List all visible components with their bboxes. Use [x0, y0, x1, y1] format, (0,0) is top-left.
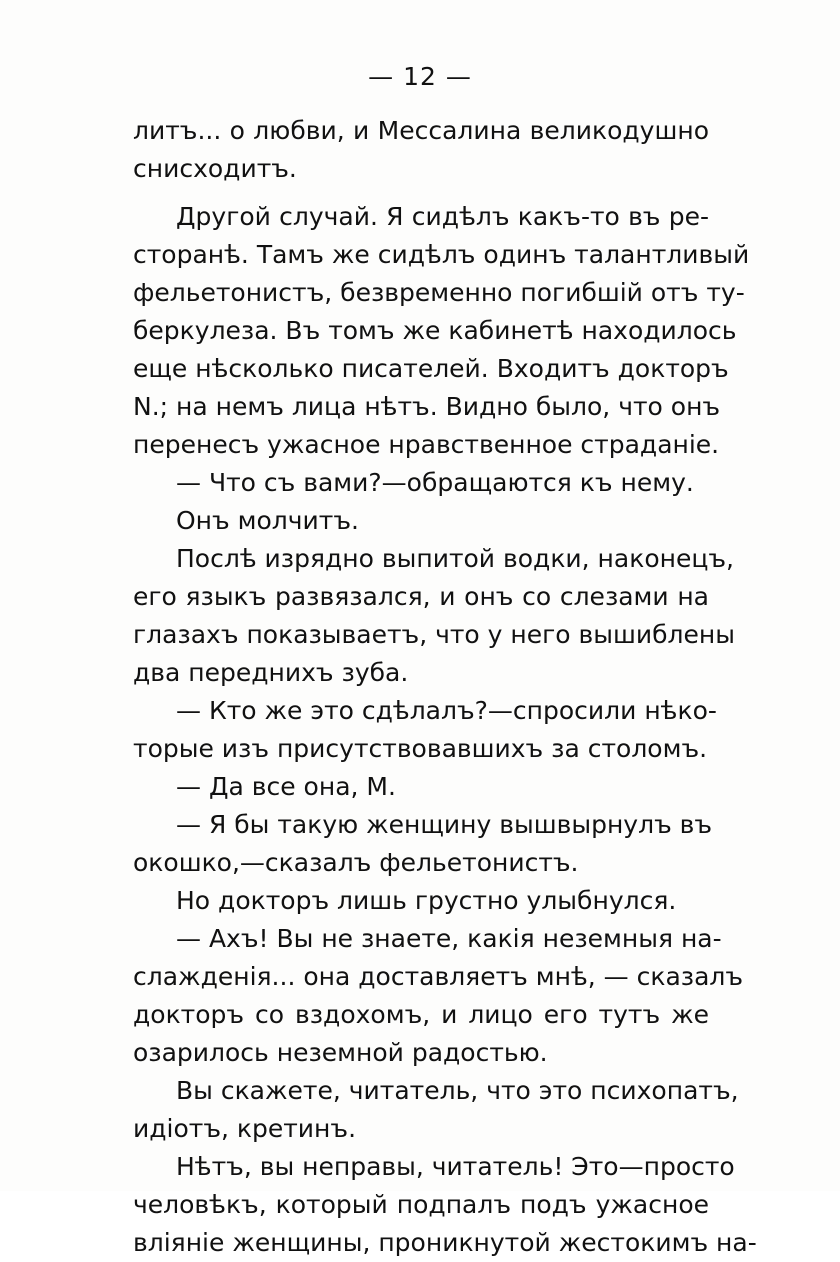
text-line: — Что съ вами?—обращаются къ нему. — [176, 468, 694, 497]
text-line: перенесъ ужасное нравственное страданіе. — [133, 430, 720, 459]
text-line: идіотъ, кретинъ. — [133, 1114, 357, 1143]
text-line: докторъ со вздохомъ, и лицо его тутъ же — [133, 1000, 709, 1029]
text-line: сторанѣ. Тамъ же сидѣлъ одинъ талантливый — [133, 240, 750, 269]
text-line: его языкъ развязался, и онъ со слезами на — [133, 582, 709, 611]
text-line: торые изъ присутствовавшихъ за столомъ. — [133, 734, 708, 763]
text-line: Послѣ изрядно выпитой водки, наконецъ, — [176, 544, 734, 573]
text-line: N.; на немъ лица нѣтъ. Видно было, что онъ — [133, 392, 721, 421]
text-line: Нѣтъ, вы неправы, читатель! Это—просто — [176, 1152, 735, 1181]
text-line: еще нѣсколько писателей. Входитъ докторъ — [133, 354, 729, 383]
text-line: глазахъ показываетъ, что у него вышиблены — [133, 620, 735, 649]
text-line: слажденія... она доставляетъ мнѣ, — сказалъ — [133, 962, 744, 991]
text-line: окошко,—сказалъ фельетонистъ. — [133, 848, 579, 877]
text-line: Онъ молчитъ. — [176, 506, 359, 535]
text-line: литъ... о любви, и Мессалина великодушно — [133, 116, 709, 145]
text-line: Но докторъ лишь грустно улыбнулся. — [176, 886, 677, 915]
text-line: фельетонистъ, безвременно погибшій отъ ту- — [133, 278, 745, 307]
text-line: — Да все она, М. — [176, 772, 396, 801]
page-body-text — [133, 112, 757, 1262]
text-line: два переднихъ зуба. — [133, 658, 409, 687]
text-line: беркулеза. Въ томъ же кабинетѣ находилось — [133, 316, 737, 345]
text-line: озарилось неземной радостью. — [133, 1038, 548, 1067]
text-line: — Кто же это сдѣлалъ?—спросили нѣко- — [176, 696, 717, 725]
text-line: Другой случай. Я сидѣлъ какъ-то въ ре- — [176, 202, 709, 231]
text-line: человѣкъ, который подпалъ подъ ужасное — [133, 1190, 709, 1219]
text-line: — Я бы такую женщину вышвырнулъ въ — [176, 810, 713, 839]
text-line: снисходитъ. — [133, 154, 297, 183]
text-line: — Ахъ! Вы не знаете, какія неземныя на- — [176, 924, 722, 953]
text-line: вліяніе женщины, проникнутой жестокимъ на- — [133, 1228, 757, 1257]
page-number: — 12 — — [368, 62, 472, 91]
text-line: Вы скажете, читатель, что это психопатъ, — [176, 1076, 739, 1105]
